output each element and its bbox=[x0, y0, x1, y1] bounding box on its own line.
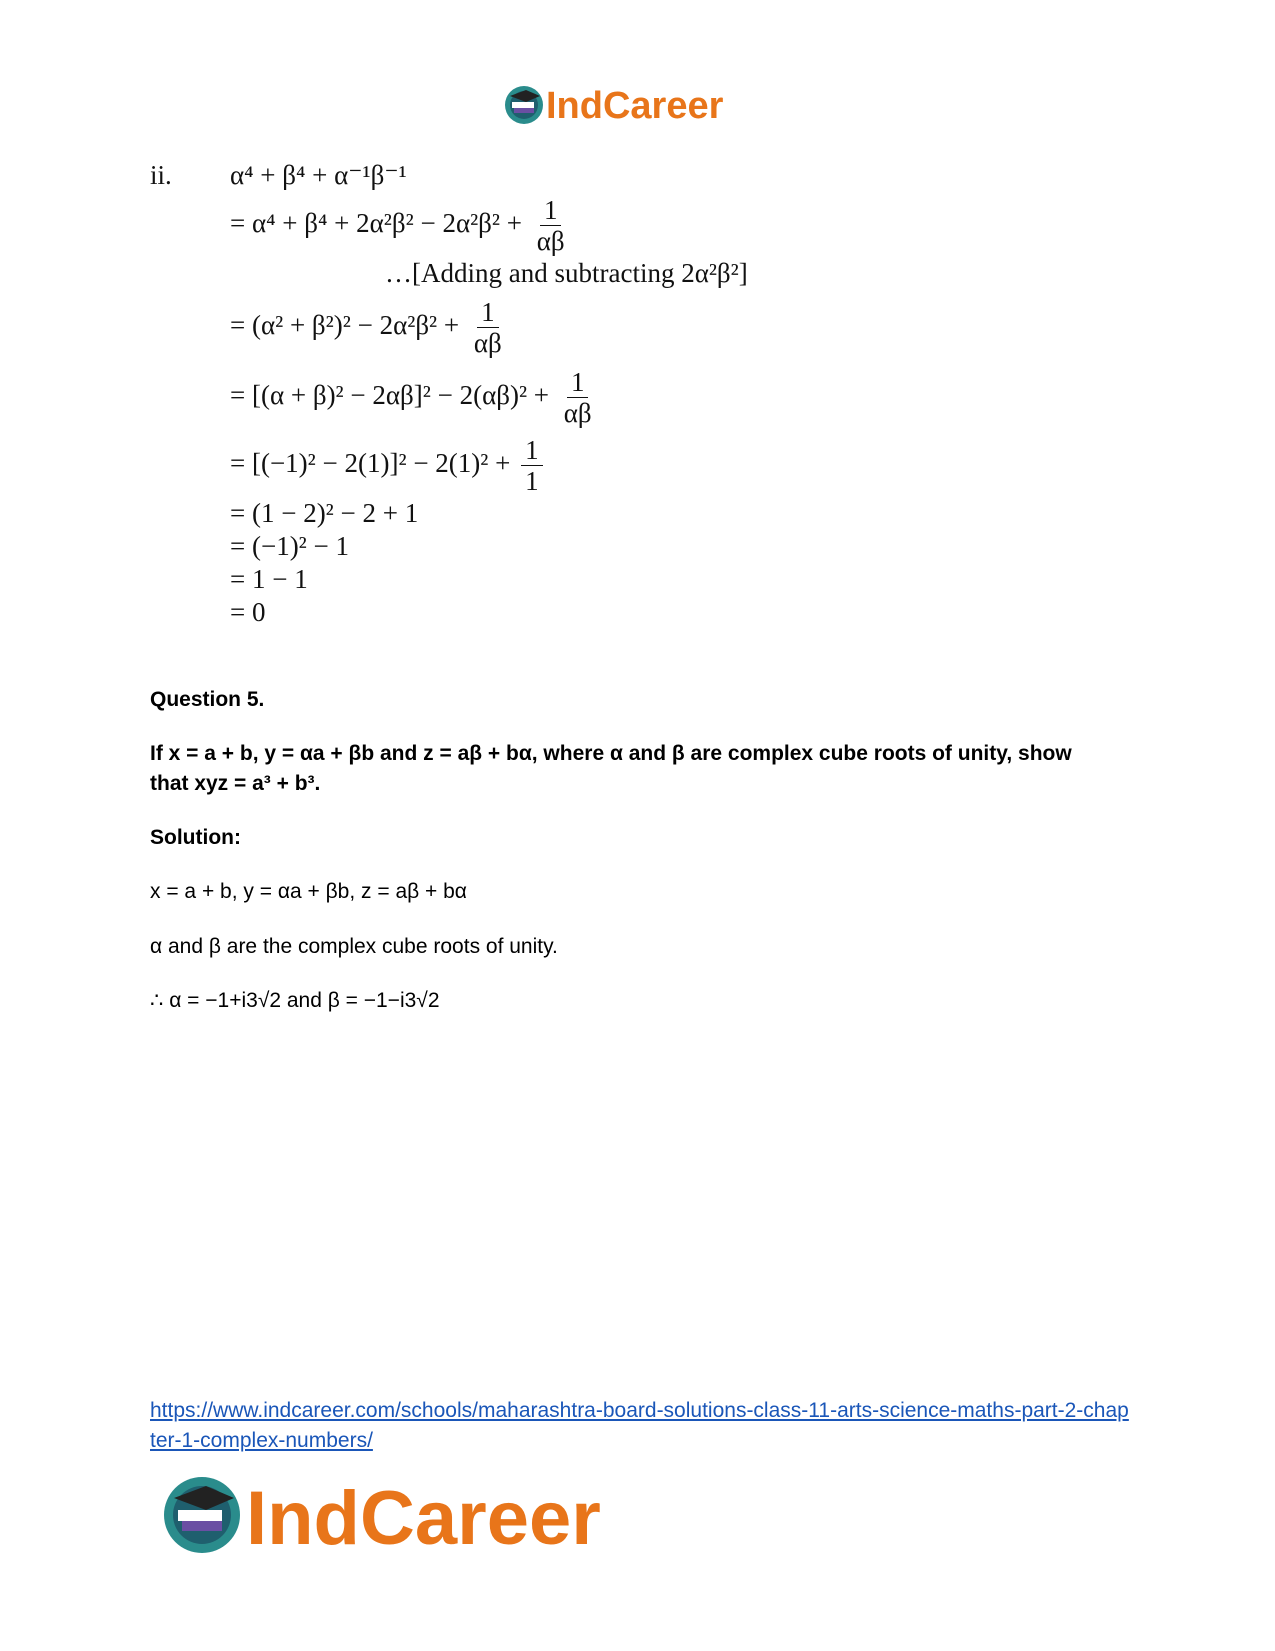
fraction-denominator: αβ bbox=[473, 328, 502, 359]
fraction-one-over-alpha-beta bbox=[533, 196, 569, 256]
solution-line: x = a + b, y = αa + βb, z = aβ + bα bbox=[150, 880, 467, 903]
question-heading: Question 5. bbox=[150, 688, 265, 711]
math-line: = (−1)² − 1 bbox=[230, 531, 350, 561]
math-line bbox=[230, 368, 596, 428]
solution-heading: Solution: bbox=[150, 826, 241, 849]
part-label: ii. bbox=[150, 160, 172, 190]
math-expression: = [(−1)² − 2(1)]² − 2(1)² + bbox=[230, 448, 511, 479]
math-expression: = (α² + β²)² − 2α²β² + bbox=[230, 310, 460, 341]
math-expression: = [(α + β)² − 2αβ]² − 2(αβ)² + bbox=[230, 380, 550, 411]
math-annotation: …[Adding and subtracting 2α²β²] bbox=[385, 258, 748, 288]
math-line: α⁴ + β⁴ + α⁻¹β⁻¹ bbox=[230, 160, 407, 190]
math-line bbox=[230, 196, 569, 256]
svg-text:IndCareer: IndCareer bbox=[546, 85, 724, 127]
fraction-one-over-alpha-beta bbox=[470, 298, 506, 358]
math-line bbox=[230, 298, 506, 358]
fraction-numerator: 1 bbox=[477, 298, 499, 328]
fraction-numerator: 1 bbox=[521, 436, 543, 466]
svg-text:IndCareer: IndCareer bbox=[246, 1476, 601, 1560]
question-text: If x = a + b, y = αa + βb and z = aβ + bα, where α and β are complex cube roots of unity, show that xyz = a³ + b³. bbox=[150, 742, 1072, 795]
math-line: = 0 bbox=[230, 597, 266, 627]
fraction-denominator: 1 bbox=[525, 466, 539, 497]
source-url-link[interactable]: https://www.indcareer.com/schools/maharashtra-board-solutions-class-11-arts-science-maths-part-2-chapter-1-complex-numbers/ bbox=[150, 1399, 1129, 1452]
fraction-numerator: 1 bbox=[567, 368, 589, 398]
math-line: = 1 − 1 bbox=[230, 564, 308, 594]
math-expression: = α⁴ + β⁴ + 2α²β² − 2α²β² + bbox=[230, 208, 522, 239]
indcareer-logo-top bbox=[502, 80, 772, 130]
solution-line: α and β are the complex cube roots of unity. bbox=[150, 935, 558, 958]
math-line bbox=[230, 436, 543, 496]
fraction-one-over-one bbox=[521, 436, 543, 496]
math-line: = (1 − 2)² − 2 + 1 bbox=[230, 498, 419, 528]
fraction-denominator: αβ bbox=[563, 398, 592, 429]
fraction-denominator: αβ bbox=[536, 226, 565, 257]
fraction-numerator: 1 bbox=[540, 196, 562, 226]
solution-line: ∴ α = −1+i3√2 and β = −1−i3√2 bbox=[150, 989, 440, 1012]
fraction-one-over-alpha-beta bbox=[560, 368, 596, 428]
indcareer-logo-bottom bbox=[160, 1470, 700, 1560]
